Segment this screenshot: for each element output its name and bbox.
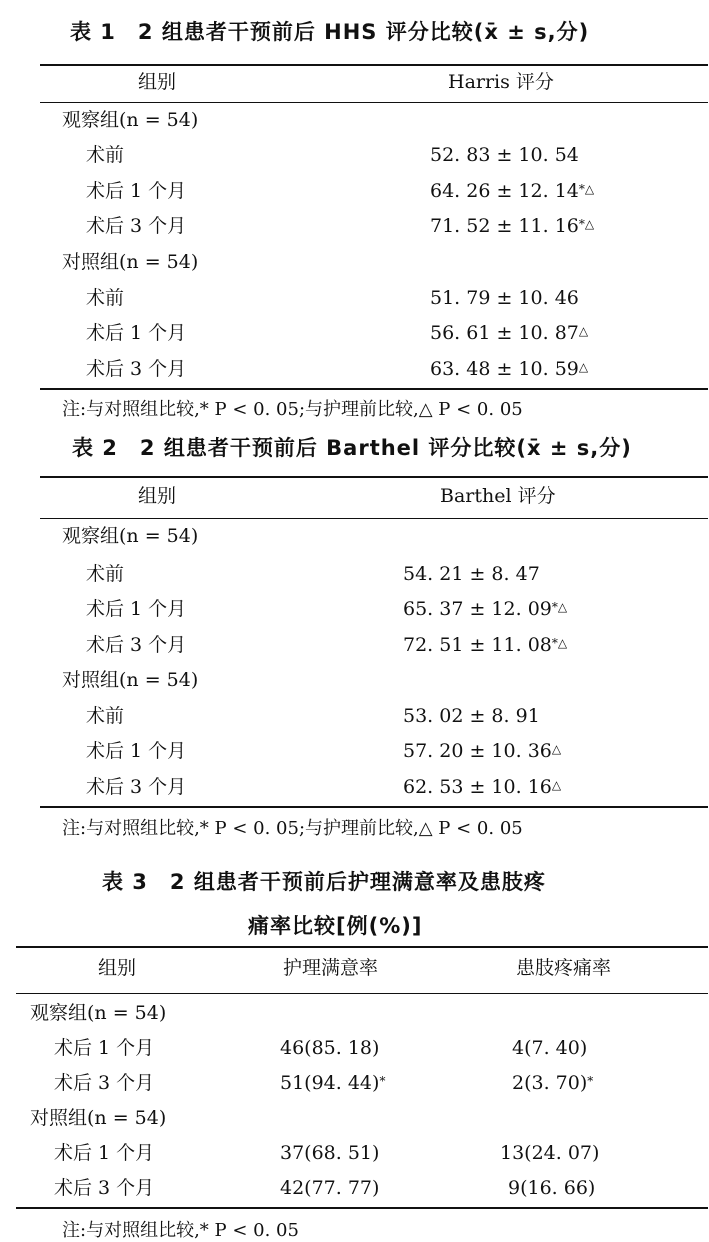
- table-cell-satisfaction: 51(94. 44)*: [280, 1072, 386, 1094]
- table-cell-satisfaction: 37(68. 51): [280, 1142, 380, 1164]
- table-3-note: 注:与对照组比较,* P < 0. 05: [62, 1220, 299, 1241]
- table-cell-satisfaction: 42(77. 77): [280, 1177, 380, 1199]
- significance-mark: *△: [551, 600, 568, 614]
- table-row-label: 观察组(n = 54): [62, 525, 199, 547]
- table-cell-value: 51. 79 ± 10. 46: [430, 287, 579, 309]
- table-row-label: 术后 3 个月: [86, 358, 187, 380]
- table-cell-value: 63. 48 ± 10. 59△: [430, 358, 589, 380]
- table-cell-pain: 13(24. 07): [500, 1142, 600, 1164]
- table-row-label: 术前: [86, 563, 125, 585]
- table-1-bottom-rule: [40, 388, 708, 390]
- table-cell-value: 54. 21 ± 8. 47: [403, 563, 540, 585]
- significance-mark: △: [578, 360, 589, 374]
- significance-mark: *: [379, 1074, 386, 1088]
- table-3-header-satisfaction: 护理满意率: [283, 957, 379, 979]
- table-cell-pain: 4(7. 40): [512, 1037, 588, 1059]
- significance-mark: *: [587, 1074, 594, 1088]
- table-3-title-line-2: 痛率比较[例(%)]: [248, 914, 423, 938]
- table-1-title: 表 1 2 组患者干预前后 HHS 评分比较(x̄ ± s,分): [70, 20, 590, 44]
- table-cell-satisfaction: 46(85. 18): [280, 1037, 380, 1059]
- table-row-label: 术后 1 个月: [86, 598, 187, 620]
- table-row-label: 对照组(n = 54): [30, 1107, 167, 1129]
- table-row-label: 术前: [86, 705, 125, 727]
- table-row-label: 术后 1 个月: [86, 180, 187, 202]
- table-row-label: 术后 1 个月: [86, 740, 187, 762]
- table-2-note: 注:与对照组比较,* P < 0. 05;与护理前比较,△ P < 0. 05: [62, 818, 523, 839]
- table-row-label: 术前: [86, 287, 125, 309]
- table-cell-pain: 9(16. 66): [508, 1177, 596, 1199]
- table-row-label: 术后 3 个月: [86, 634, 187, 656]
- table-1-header-rule: [40, 102, 708, 103]
- table-3-header-group: 组别: [98, 957, 137, 979]
- table-row-label: 术后 1 个月: [54, 1142, 155, 1164]
- table-row-label: 观察组(n = 54): [62, 109, 199, 131]
- table-row-label: 术后 1 个月: [86, 322, 187, 344]
- table-cell-value: 62. 53 ± 10. 16△: [403, 776, 562, 798]
- table-2-header-rule: [40, 518, 708, 519]
- table-row-label: 术后 3 个月: [54, 1177, 155, 1199]
- table-3-title-line-1: 表 3 2 组患者干预前后护理满意率及患肢疼: [102, 870, 546, 894]
- table-1-header-harris: Harris 评分: [448, 71, 554, 93]
- table-3-top-rule: [16, 946, 708, 948]
- table-cell-pain: 2(3. 70)*: [512, 1072, 594, 1094]
- table-row-label: 术后 3 个月: [86, 215, 187, 237]
- table-2-header-group: 组别: [138, 485, 177, 507]
- table-row-label: 术后 1 个月: [54, 1037, 155, 1059]
- table-row-label: 术后 3 个月: [54, 1072, 155, 1094]
- significance-mark: △: [578, 324, 589, 338]
- table-row-label: 术前: [86, 144, 125, 166]
- table-cell-value: 72. 51 ± 11. 08*△: [403, 634, 568, 656]
- table-cell-value: 52. 83 ± 10. 54: [430, 144, 579, 166]
- table-row-label: 观察组(n = 54): [30, 1002, 167, 1024]
- table-3-header-pain: 患肢疼痛率: [516, 957, 612, 979]
- table-2-title: 表 2 2 组患者干预前后 Barthel 评分比较(x̄ ± s,分): [72, 436, 632, 460]
- significance-mark: △: [551, 778, 562, 792]
- table-cell-value: 53. 02 ± 8. 91: [403, 705, 540, 727]
- significance-mark: △: [551, 742, 562, 756]
- table-2-header-barthel: Barthel 评分: [440, 485, 556, 507]
- table-1-note: 注:与对照组比较,* P < 0. 05;与护理前比较,△ P < 0. 05: [62, 399, 523, 420]
- table-cell-value: 57. 20 ± 10. 36△: [403, 740, 562, 762]
- table-row-label: 术后 3 个月: [86, 776, 187, 798]
- table-cell-value: 71. 52 ± 11. 16*△: [430, 215, 595, 237]
- significance-mark: *△: [578, 217, 595, 231]
- table-1-top-rule: [40, 64, 708, 66]
- significance-mark: *△: [551, 636, 568, 650]
- table-cell-value: 64. 26 ± 12. 14*△: [430, 180, 595, 202]
- table-2-bottom-rule: [40, 806, 708, 808]
- table-cell-value: 56. 61 ± 10. 87△: [430, 322, 589, 344]
- table-3-header-rule: [16, 993, 708, 994]
- table-3-bottom-rule: [16, 1207, 708, 1209]
- table-row-label: 对照组(n = 54): [62, 669, 199, 691]
- table-cell-value: 65. 37 ± 12. 09*△: [403, 598, 568, 620]
- table-row-label: 对照组(n = 54): [62, 251, 199, 273]
- table-2-top-rule: [40, 476, 708, 478]
- significance-mark: *△: [578, 182, 595, 196]
- table-1-header-group: 组别: [138, 71, 177, 93]
